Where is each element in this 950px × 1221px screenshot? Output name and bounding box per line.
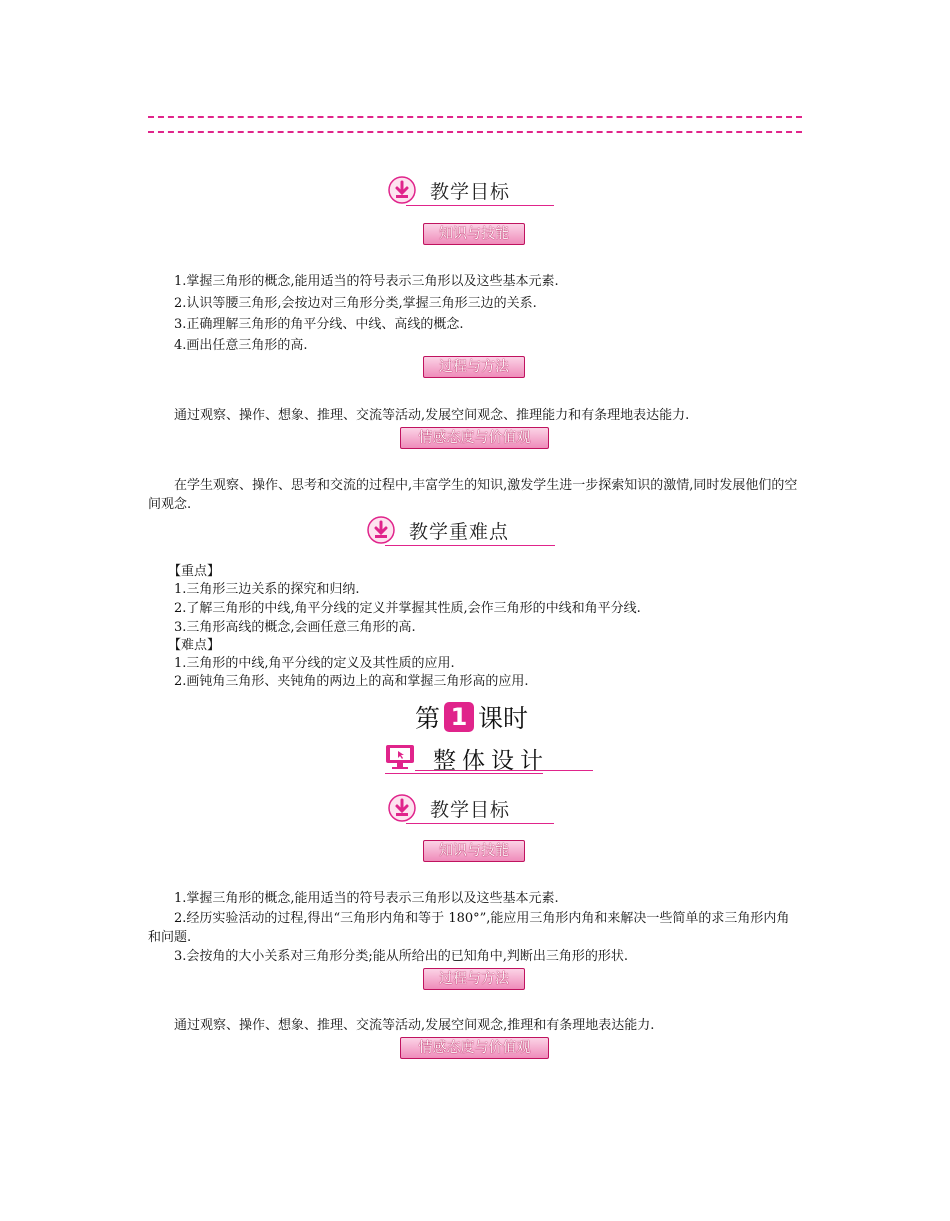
tag-knowledge-skills: 知识与技能 [423, 223, 525, 245]
goal-item: 3.正确理解三角形的角平分线、中线、高线的概念. [174, 317, 464, 332]
section-heading-teaching-goals [388, 176, 554, 208]
tag-knowledge-skills: 知识与技能 [423, 840, 525, 862]
overall-design-heading [385, 740, 593, 776]
download-arrow-icon [388, 176, 416, 204]
goal-item: 4.画出任意三角形的高. [174, 338, 308, 353]
goal-item: 1.掌握三角形的概念,能用适当的符号表示三角形以及这些基本元素. [174, 274, 559, 289]
overall-title: 整体设计 [433, 748, 549, 774]
tag-emotion-values: 情感态度与价值观 [400, 1037, 549, 1059]
lesson-number-badge: 1 [444, 702, 474, 732]
lesson-suffix: 课时 [478, 704, 529, 733]
difficult-point-item: 2.画钝角三角形、夹钝角的两边上的高和掌握三角形高的应用. [174, 674, 529, 689]
section-title: 教学重难点 [409, 521, 510, 543]
difficult-point-item: 1.三角形的中线,角平分线的定义及其性质的应用. [174, 656, 455, 671]
key-point-item: 1.三角形三边关系的探究和归纳. [174, 582, 360, 597]
goal-item: 2.经历实验活动的过程,得出“三角形内角和等于 180°”,能应用三角形内角和来解决一些简单的求三角形内角和问题. [148, 911, 790, 945]
header-dashed-rule-1 [148, 116, 802, 118]
goal-item: 3.会按角的大小关系对三角形分类;能从所给出的已知角中,判断出三角形的形状. [174, 949, 629, 964]
overall-underline [415, 770, 593, 771]
download-arrow-icon [367, 516, 395, 544]
lesson-heading [415, 697, 528, 737]
tag-emotion-values: 情感态度与价值观 [400, 427, 549, 449]
difficult-points-label: 【难点】 [168, 638, 221, 653]
section-underline [406, 823, 554, 824]
goal-item: 1.掌握三角形的概念,能用适当的符号表示三角形以及这些基本元素. [174, 891, 559, 906]
section-heading-teaching-goals-2 [388, 794, 554, 826]
lesson-prefix: 第 [415, 704, 441, 733]
tag-process-method: 过程与方法 [423, 968, 525, 990]
download-arrow-icon [388, 794, 416, 822]
section-title: 教学目标 [430, 181, 511, 203]
emotion-text: 在学生观察、操作、思考和交流的过程中,丰富学生的知识,激发学生进一步探索知识的激情,同时发展他们的空间观念. [148, 478, 798, 512]
monitor-icon [385, 744, 415, 770]
overall-underline [385, 773, 543, 774]
header-dashed-rule-2 [148, 131, 802, 133]
key-points-label: 【重点】 [168, 564, 221, 579]
section-underline [406, 205, 554, 206]
tag-process-method: 过程与方法 [423, 356, 525, 378]
key-point-item: 2.了解三角形的中线,角平分线的定义并掌握其性质,会作三角形的中线和角平分线. [174, 601, 641, 616]
key-point-item: 3.三角形高线的概念,会画任意三角形的高. [174, 620, 416, 635]
section-title: 教学目标 [430, 799, 511, 821]
process-text: 通过观察、操作、想象、推理、交流等活动,发展空间观念,推理和有条理地表达能力. [174, 1018, 655, 1033]
goal-item: 2.认识等腰三角形,会按边对三角形分类,掌握三角形三边的关系. [174, 296, 537, 311]
process-text: 通过观察、操作、想象、推理、交流等活动,发展空间观念、推理能力和有条理地表达能力. [174, 408, 690, 423]
section-heading-key-difficult [367, 516, 555, 548]
section-underline [385, 545, 555, 546]
